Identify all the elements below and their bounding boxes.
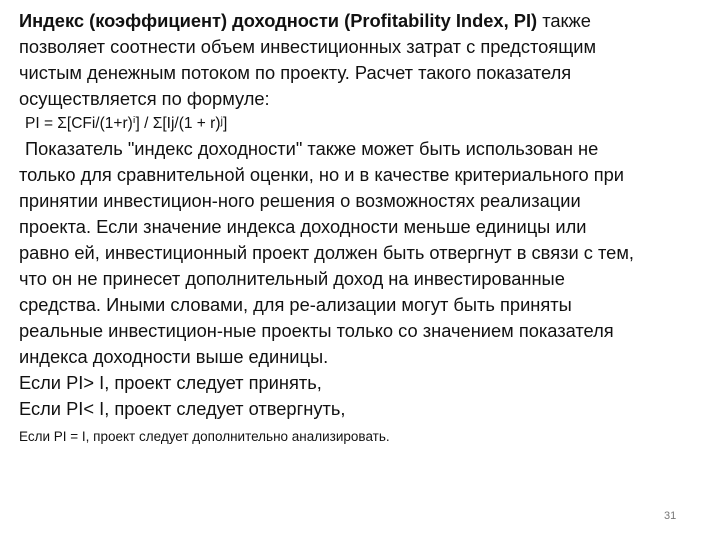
slide-content [19, 8, 707, 461]
paragraph-intro-line-1 [19, 8, 707, 34]
page-number: 31 [664, 510, 677, 522]
paragraph-main-line-9: индекса доходности выше единицы. [19, 346, 329, 367]
intro-continuation: также [537, 10, 591, 31]
rule-analyze: Если PI = I, проект следует дополнительно анализировать. [19, 429, 390, 444]
paragraph-main-line-1: Показатель "индекс доходности" также может быть использован не [25, 138, 599, 159]
paragraph-intro-line-4: осуществляется по формуле: [19, 88, 270, 109]
paragraph-intro-line-2: позволяет соотнести объем инвестиционных затрат с предстоящим [19, 36, 597, 57]
paragraph-intro-line-3: чистым денежным потоком по проекту. Расчет такого показателя [19, 62, 572, 83]
rule-reject: Если PI< I, проект следует отвергнуть, [19, 398, 346, 419]
paragraph-main-line-6: что он не принесет дополнительный доход на инвестированные [19, 268, 565, 289]
paragraph-main-line-8: реальные инвестицион-ные проекты только со значением показателя [19, 320, 614, 341]
paragraph-main-line-7: средства. Иными словами, для ре-ализации могут быть приняты [19, 294, 572, 315]
rule-accept: Если PI> I, проект следует принять, [19, 372, 322, 393]
paragraph-main-line-2: только для сравнительной оценки, но и в качестве критериального при [19, 164, 624, 185]
paragraph-main-line-4: проекта. Если значение индекса доходности меньше единицы или [19, 216, 587, 237]
paragraph-main-line-3: принятии инвестицион-ного решения о возможностях реализации [19, 190, 581, 211]
pi-formula: PI = Σ[CFi/(1+r)ⁱ] / Σ[Ij/(1 + r)ʲ] [25, 115, 228, 132]
paragraph-main-line-5: равно ей, инвестиционный проект должен быть отвергнут в связи с тем, [19, 242, 634, 263]
pi-definition-bold: Индекс (коэффициент) доходности (Profitability Index, PI) [19, 10, 538, 31]
